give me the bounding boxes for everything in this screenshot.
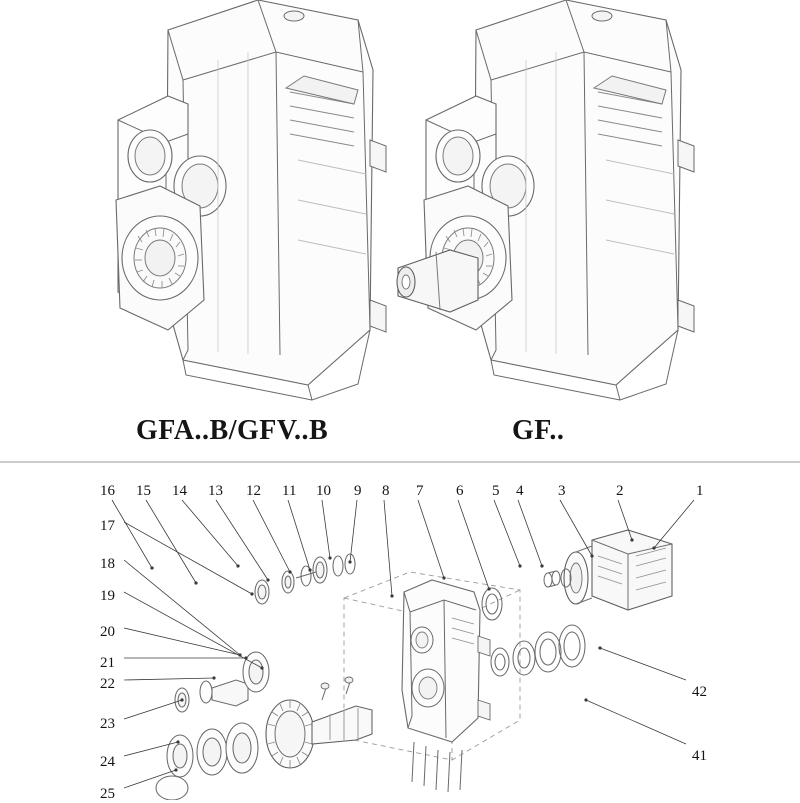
leader-lines-right [586, 648, 686, 744]
callout-top-7: 7 [416, 483, 424, 499]
callout-top-9: 9 [354, 483, 362, 499]
callout-left-25: 25 [100, 786, 115, 802]
callout-top-6: 6 [456, 483, 464, 499]
callout-left-23: 23 [100, 716, 115, 732]
gearbox-view-right-art [397, 0, 694, 400]
callout-left-19: 19 [100, 588, 115, 604]
callout-top-2: 2 [616, 483, 624, 499]
callout-top-8: 8 [382, 483, 390, 499]
callout-top-10: 10 [316, 483, 331, 499]
output-shaft [397, 250, 478, 312]
callout-right-42: 42 [692, 684, 707, 700]
callout-top-12: 12 [246, 483, 261, 499]
callout-top-11: 11 [282, 483, 297, 499]
callout-left-22: 22 [100, 676, 115, 692]
caption-right: GF.. [512, 415, 565, 446]
callout-left-20: 20 [100, 624, 115, 640]
callout-left-17: 17 [100, 518, 115, 534]
callout-top-15: 15 [136, 483, 151, 499]
callout-right-41: 41 [692, 748, 707, 764]
motor-adapter-part [564, 530, 672, 610]
housing-part [402, 580, 490, 742]
callout-left-24: 24 [100, 754, 115, 770]
pinion-shaft-part [312, 677, 372, 744]
callout-left-21: 21 [100, 655, 115, 671]
callout-top-16: 16 [100, 483, 115, 499]
large-gear-part [266, 700, 314, 768]
callout-top-4: 4 [516, 483, 524, 499]
callout-left-18: 18 [100, 556, 115, 572]
callout-top-1: 1 [696, 483, 704, 499]
exploded-assembly-art [112, 500, 694, 800]
callout-top-14: 14 [172, 483, 187, 499]
caption-left: GFA..B/GFV..B [136, 415, 329, 446]
gearbox-view-left-art [116, 0, 386, 400]
callout-top-3: 3 [558, 483, 566, 499]
callout-top-13: 13 [208, 483, 223, 499]
callout-top-5: 5 [492, 483, 500, 499]
